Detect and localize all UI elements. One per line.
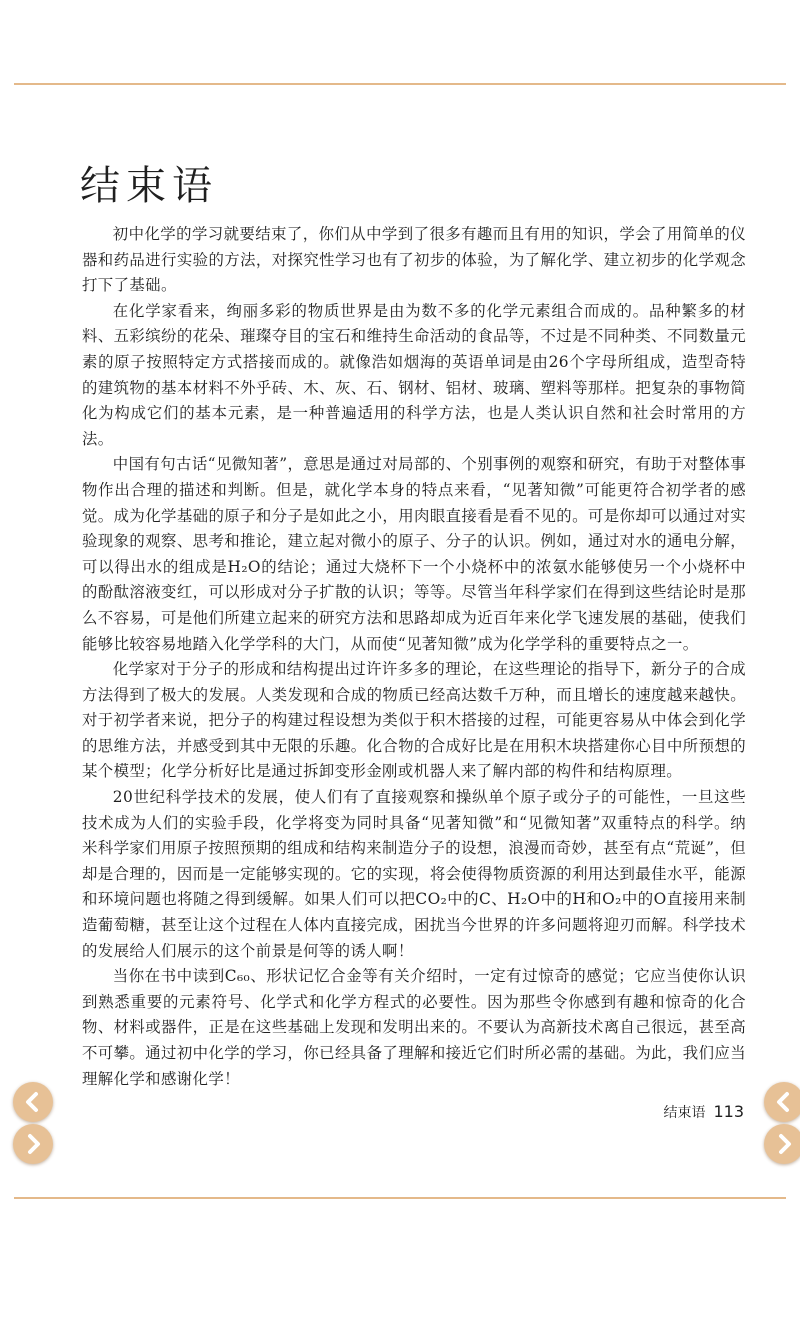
left-prev-page-button[interactable]: [13, 1082, 53, 1122]
chevron-right-icon: [764, 1124, 800, 1164]
chevron-left-icon: [13, 1082, 53, 1122]
chevron-left-icon: [764, 1082, 800, 1122]
chevron-right-icon: [13, 1124, 53, 1164]
book-page: [0, 86, 800, 1196]
right-next-page-button[interactable]: [764, 1124, 800, 1164]
paragraph-5: 20世纪科学技术的发展，使人们有了直接观察和操纵单个原子或分子的可能性，一旦这些技术成为人们的实验手段，化学将变为同时具备“见著知微”和“见微知著”双重特点的科学。纳米科学家们用原子按照预期的组成和结构来制造分子的设想，浪漫而奇妙，甚至有点“荒诞”，但却是合理的，因而是一定能够实现的。它的实现，将会使得物质资源的利用达到最佳水平，能源和环境问题也将随之得到缓解。如果人们可以把CO₂中的C、H₂O中的H和O₂中的O直接用来制造葡萄糖，甚至让这个过程在人体内直接完成，困扰当今世界的许多问题将迎刃而解。科学技术的发展给人们展示的这个前景是何等的诱人啊！: [82, 788, 746, 960]
page-footer: [663, 1102, 744, 1122]
paragraph-6: 当你在书中读到C₆₀、形状记忆合金等有关介绍时，一定有过惊奇的感觉；它应当使你认识到熟悉重要的元素符号、化学式和化学方程式的必要性。因为那些令你感到有趣和惊奇的化合物、材料或器件，正是在这些基础上发现和发明出来的。不要认为高新技术离自己很远，甚至高不可攀。通过初中化学的学习，你已经具备了理解和接近它们时所必需的基础。为此，我们应当理解化学和感谢化学！: [82, 967, 746, 1088]
left-next-page-button[interactable]: [13, 1124, 53, 1164]
page-body: [82, 222, 746, 1092]
paragraph-2: 在化学家看来，绚丽多彩的物质世界是由为数不多的化学元素组合而成的。品种繁多的材料、五彩缤纷的花朵、璀璨夺目的宝石和维持生命活动的食品等，不过是不同种类、不同数量元素的原子按照特定方式搭接而成的。就像浩如烟海的英语单词是由26个字母所组成，造型奇特的建筑物的基本材料不外乎砖、木、灰、石、钢材、铝材、玻璃、塑料等那样。把复杂的事物简化为构成它们的基本元素，是一种普遍适用的科学方法，也是人类认识自然和社会时常用的方法。: [82, 301, 746, 448]
bottom-divider: [14, 1197, 786, 1199]
page-title: 结束语: [80, 163, 218, 209]
right-prev-page-button[interactable]: [764, 1082, 800, 1122]
paragraph-3: 中国有句古话“见微知著”，意思是通过对局部的、个别事例的观察和研究，有助于对整体事物作出合理的描述和判断。但是，就化学本身的特点来看，“见著知微”可能更符合初学者的感觉。成为化学基础的原子和分子是如此之小，用肉眼直接看是看不见的。可是你却可以通过对实验现象的观察、思考和推论，建立起对微小的原子、分子的认识。例如，通过对水的通电分解，可以得出水的组成是H₂O的结论；通过大烧杯下一个小烧杯中的浓氨水能够使另一个小烧杯中的酚酞溶液变红，可以形成对分子扩散的认识；等等。尽管当年科学家们在得到这些结论时是那么不容易，可是他们所建立起来的研究方法和思路却成为近百年来化学飞速发展的基础，使我们能够比较容易地踏入化学学科的大门，从而使“见著知微”成为化学学科的重要特点之一。: [82, 455, 746, 653]
footer-section-label: 结束语: [663, 1105, 706, 1121]
page-number: 113: [713, 1102, 744, 1121]
paragraph-1: 初中化学的学习就要结束了，你们从中学到了很多有趣而且有用的知识，学会了用简单的仪器和药品进行实验的方法，对探究性学习也有了初步的体验，为了解化学、建立初步的化学观念打下了基础。: [82, 225, 746, 295]
paragraph-4: 化学家对于分子的形成和结构提出过许许多多的理论，在这些理论的指导下，新分子的合成方法得到了极大的发展。人类发现和合成的物质已经高达数千万种，而且增长的速度越来越快。对于初学者来说，把分子的构建过程设想为类似于积木搭接的过程，可能更容易从中体会到化学的思维方法，并感受到其中无限的乐趣。化合物的合成好比是在用积木块搭建你心目中所预想的某个模型；化学分析好比是通过拆卸变形金刚或机器人来了解内部的构件和结构原理。: [82, 660, 746, 781]
top-divider: [14, 83, 786, 85]
